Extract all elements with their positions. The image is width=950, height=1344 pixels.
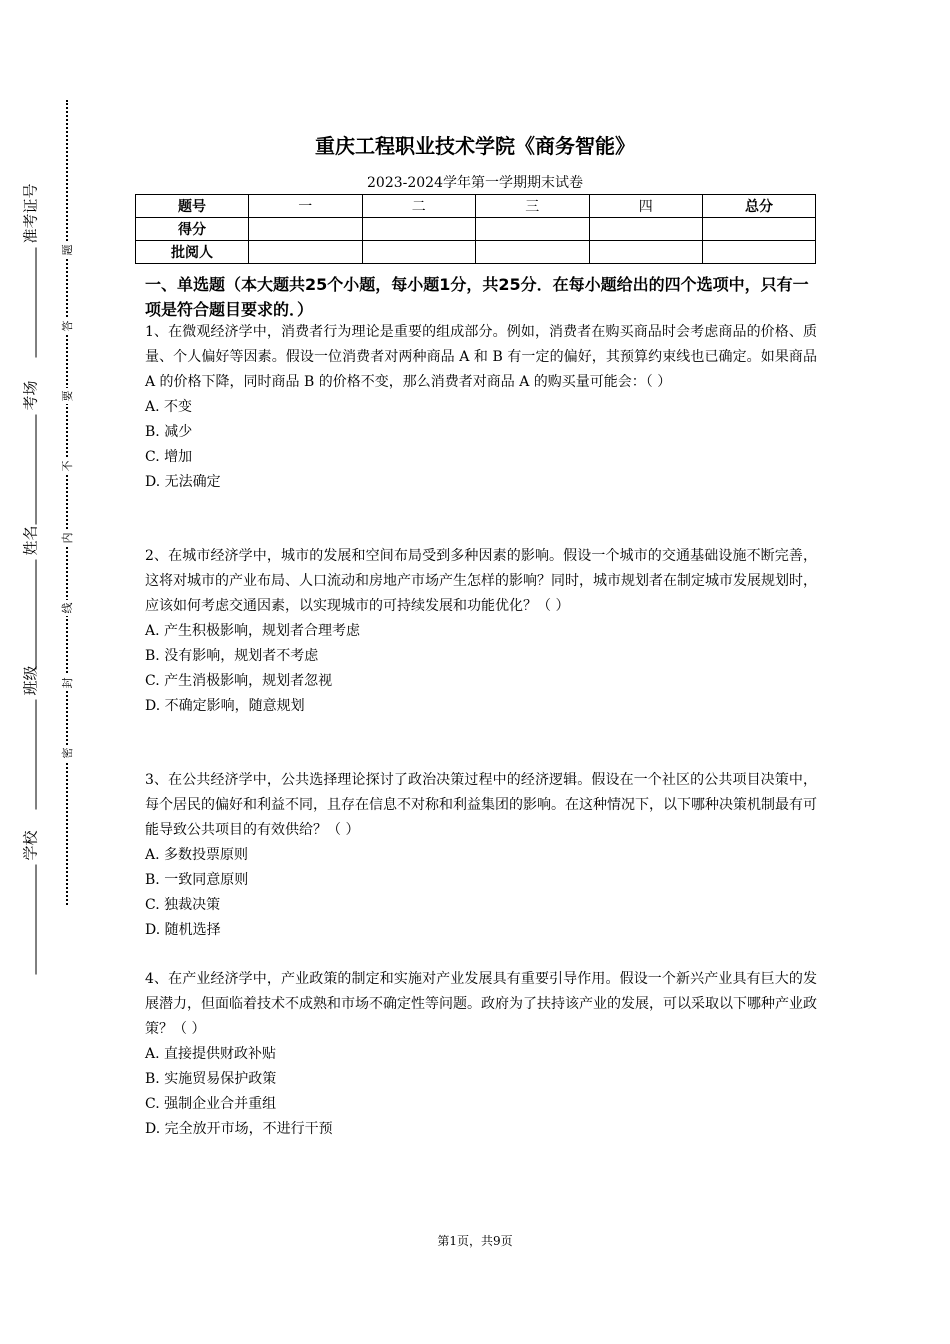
score-cell[interactable] — [362, 218, 476, 241]
option-b[interactable]: B. 没有影响，规划者不考虑 — [145, 648, 319, 664]
header-cell: 一 — [249, 195, 363, 218]
side-field-exam-number — [0, 180, 60, 360]
page-footer: 第1页，共9页 — [437, 1234, 513, 1248]
side-field-class — [0, 660, 60, 815]
score-table — [135, 194, 816, 264]
side-field-school — [0, 825, 60, 980]
header-cell: 四 — [589, 195, 703, 218]
fill-line — [24, 700, 37, 810]
option-c[interactable]: C. 独裁决策 — [145, 897, 221, 913]
seal-char: 题 — [59, 242, 75, 258]
seal-char: 内 — [59, 530, 75, 546]
header-cell: 总分 — [703, 195, 816, 218]
grader-cell[interactable] — [249, 241, 363, 264]
option-d[interactable]: D. 随机选择 — [145, 922, 221, 938]
option-b[interactable]: B. 减少 — [145, 424, 193, 440]
score-cell[interactable] — [249, 218, 363, 241]
row-label: 得分 — [136, 218, 249, 241]
question-1 — [145, 320, 817, 495]
grader-cell[interactable] — [703, 241, 816, 264]
seal-char: 线 — [59, 600, 75, 616]
option-c[interactable]: C. 强制企业合并重组 — [145, 1096, 277, 1112]
fill-line — [24, 415, 37, 525]
fill-line — [24, 560, 37, 670]
seal-char: 要 — [59, 388, 75, 404]
option-b[interactable]: B. 实施贸易保护政策 — [145, 1071, 277, 1087]
exam-subtitle: 2023-2024学年第一学期期末试卷 — [367, 175, 583, 191]
option-a[interactable]: A. 不变 — [145, 399, 193, 415]
seal-char: 封 — [59, 675, 75, 691]
fill-line — [24, 865, 37, 975]
question-2 — [145, 544, 817, 719]
question-4 — [145, 967, 817, 1142]
score-cell[interactable] — [589, 218, 703, 241]
label-school: 学校 — [21, 830, 40, 861]
seal-char: 答 — [59, 318, 75, 334]
label-name: 姓名 — [21, 525, 40, 556]
header-cell: 三 — [476, 195, 590, 218]
option-d[interactable]: D. 完全放开市场，不进行干预 — [145, 1121, 333, 1137]
option-d[interactable]: D. 无法确定 — [145, 474, 221, 490]
question-3 — [145, 768, 817, 943]
option-b[interactable]: B. 一致同意原则 — [145, 872, 249, 888]
label-exam-room: 考场 — [21, 380, 40, 411]
page-title: 重庆工程职业技术学院《商务智能》 — [315, 134, 635, 158]
fill-line — [24, 247, 37, 357]
score-cell[interactable] — [703, 218, 816, 241]
grader-cell[interactable] — [362, 241, 476, 264]
score-cell[interactable] — [476, 218, 590, 241]
option-a[interactable]: A. 直接提供财政补贴 — [145, 1046, 277, 1062]
question-stem: 3、在公共经济学中，公共选择理论探讨了政治决策过程中的经济逻辑。假设在一个社区的公共项目决策中，每个居民的偏好和利益不同，且存在信息不对称和利益集团的影响。在这种情况下，以下哪种决策机制最有可能导致公共项目的有效供给？（ ） — [145, 772, 817, 838]
option-c[interactable]: C. 产生消极影响，规划者忽视 — [145, 673, 333, 689]
option-a[interactable]: A. 多数投票原则 — [145, 847, 249, 863]
grader-row — [136, 241, 816, 264]
option-d[interactable]: D. 不确定影响，随意规划 — [145, 698, 305, 714]
section-heading: 一、单选题（本大题共25个小题，每小题1分，共25分．在每小题给出的四个选项中，只有一项是符合题目要求的．） — [145, 275, 809, 319]
row-label: 批阅人 — [136, 241, 249, 264]
label-exam-number: 准考证号 — [21, 182, 40, 244]
side-field-name — [0, 520, 60, 675]
seal-dotted-line — [66, 100, 68, 905]
option-c[interactable]: C. 增加 — [145, 449, 193, 465]
question-stem: 1、在微观经济学中，消费者行为理论是重要的组成部分。例如，消费者在购买商品时会考虑商品的价格、质量、个人偏好等因素。假设一位消费者对两种商品 A 和 B 有一定的偏好，其预算约束线也已确定。如果商品 A 的价格下降，同时商品 B 的价格不变，那么消费者对商品 A 的购买量可能会：（ ） — [145, 324, 817, 390]
question-stem: 4、在产业经济学中，产业政策的制定和实施对产业发展具有重要引导作用。假设一个新兴产业具有巨大的发展潜力，但面临着技术不成熟和市场不确定性等问题。政府为了扶持该产业的发展，可以采取以下哪种产业政策？（ ） — [145, 971, 817, 1037]
score-row — [136, 218, 816, 241]
grader-cell[interactable] — [589, 241, 703, 264]
label-class: 班级 — [21, 665, 40, 696]
header-cell: 二 — [362, 195, 476, 218]
grader-cell[interactable] — [476, 241, 590, 264]
question-stem: 2、在城市经济学中，城市的发展和空间布局受到多种因素的影响。假设一个城市的交通基础设施不断完善，这将对城市的产业布局、人口流动和房地产市场产生怎样的影响？同时，城市规划者在制定城市发展规划时，应该如何考虑交通因素，以实现城市的可持续发展和功能优化？（ ） — [145, 548, 817, 614]
header-cell: 题号 — [136, 195, 249, 218]
seal-char: 密 — [59, 745, 75, 761]
option-a[interactable]: A. 产生积极影响，规划者合理考虑 — [145, 623, 361, 639]
seal-char: 不 — [59, 458, 75, 474]
score-table-header-row — [136, 195, 816, 218]
side-field-exam-room — [0, 375, 60, 530]
